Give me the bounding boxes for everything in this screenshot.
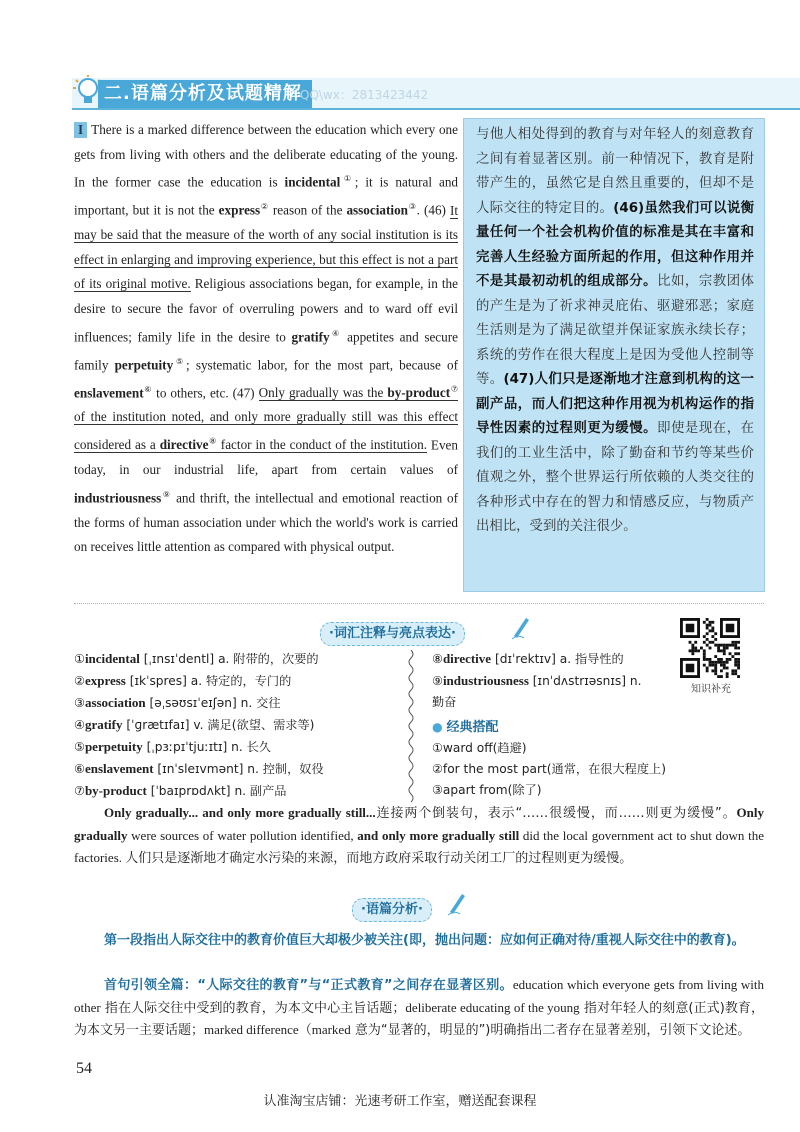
analysis-heading: ·语篇分析·: [352, 898, 432, 922]
footer-note: 认准淘宝店铺：光速考研工作室，赠送配套课程: [263, 1094, 537, 1109]
vocab-term: industriousness: [74, 490, 162, 506]
vocab-entry: ⑧directive [dɪˈrektɪv] a. 指导性的: [432, 651, 624, 666]
collocation-heading: 经典搭配: [446, 720, 499, 735]
watermark: QQ\wx：2813423442: [300, 88, 429, 102]
translation-key-46: (46)虽然我们可以说衡量任何一个社会机构价值的标准是其在丰富和完善人生经验方面所起的作用，但这种作用并不是其最初动机的组成部分。: [476, 200, 755, 289]
vocab-entry: ④gratify [ˈɡrætɪfaɪ] v. 满足(欲望、需求等): [74, 717, 315, 732]
vocab-entry: ③association [əˌsəʊsɪˈeɪʃən] n. 交往: [74, 695, 281, 710]
analysis-summary: 第一段指出人际交往中的教育价值巨大却极少被关注(即，抛出问题：应如何正确对待/重视人际交往中的教育)。: [104, 933, 745, 948]
vocab-term: enslavement: [74, 384, 144, 400]
vocab-entry: ⑥enslavement [ɪnˈsleɪvmənt] n. 控制，奴役: [74, 761, 324, 776]
translation-text: 与他人相处得到的教育与对年轻人的刻意教育之间有着显著区别。前一种情况下，教育是附带产生的，虽然它是自然且重要的，但却不是人际交往的特定目的。: [476, 127, 754, 216]
pen-icon: [446, 890, 468, 916]
underlined-sentence-47: Only gradually was the by-product⑦ of the institution noted, and only more gradually still was this effect considered as a directive⑧ factor in the conduct of the institution.: [74, 384, 459, 453]
bullet-dot-icon: ●: [432, 720, 443, 734]
qr-code[interactable]: [680, 618, 740, 678]
translation-box: 与他人相处得到的教育与对年轻人的刻意教育之间有着显著区别。前一种情况下，教育是附带产生的，虽然它是自然且重要的，但却不是人际交往的特定目的。(46)虽然我们可以说衡量任何一个社会机构价值的标准是其在丰富和完善人生经验方面所起的作用，但这种作用并不是其最初动机的组成部分。比如，宗教团体的产生是为了祈求神灵庇佑、驱避邪恶；家庭生活则是为了满足欲望并保证家族永续长存；系统的劳作在很大程度上是因为受他人控制等等。(47)人们只是逐渐地才注意到机构的这一副产品，而人们把这种作用视为机构运作的指导性因素的过程则更为缓慢。即使是现在，在我们的工业生活中，除了勤奋和节约等某些价值观之外，整个世界运行所依赖的人类交往的各种形式中存在的智力和情感反应，与物质产出相比，受到的关注很少。: [463, 118, 765, 592]
page-number: 54: [76, 1060, 92, 1077]
divider: [74, 603, 764, 604]
pen-icon: [510, 614, 532, 640]
highlight-paragraph: Only gradually... and only more gradually still...连接两个倒装句，表示“……很缓慢，而……则更为缓慢”。Only gradually were sources of water pollution identified, and only more gradually still did the local government act to shut down the factories. 人们只是逐渐地才确定水污染的来源，而地方政府采取行动关闭工厂的过程则更为缓慢。: [74, 805, 764, 866]
vocab-term: perpetuity: [114, 356, 174, 372]
vocab-term: incidental: [284, 174, 341, 190]
vocab-list-left: [74, 648, 324, 802]
vocab-entry: ①incidental [ˌɪnsɪˈdentl] a. 附带的，次要的: [74, 651, 319, 666]
translation-key-47: (47)人们只是逐渐地才注意到机构的这一副产品，而人们把这种作用视为机构运作的指导性因素的过程则更为缓慢。: [476, 372, 755, 436]
vocab-entry: ⑤perpetuity [ˌpɜːpɪˈtjuːɪtɪ] n. 长久: [74, 739, 271, 754]
analysis-detail: 首句引领全篇：“人际交往的教育”与“正式教育”之间存在显著区别。education which everyone gets from living with other 指在人际交往中受到的教育，为本文中心主旨话题；deliberate educating of the young 指对年轻人的刻意(正式)教育，为本文另一主要话题；marked difference（marked 意为“显著的，明显的”)明确指出二者存在显著差别，引领下文论述。: [74, 977, 764, 1038]
collocation-item: ③apart from(除了): [432, 783, 542, 797]
vocab-term: association: [346, 202, 408, 218]
wavy-divider: [406, 650, 416, 806]
vocab-term: express: [218, 202, 261, 218]
qr-label: 知识补充: [691, 684, 731, 695]
english-passage: I There is a marked difference between the education which every one gets from living with others and the deliberate educating of the young. In the former case the education is incidental①; it is natural and important, but it is not the express② reason of the association③. (46) It may be said that the measure of the worth of any social institution is its effect in enlarging and improving experience, but this effect is not a part of its original motive. Religious associations began, for example, in the desire to secure the favor of overruling powers and to ward off evil influences; family life in the desire to gratify④ appetites and secure family perpetuity⑤; systematic labor, for the most part, because of enslavement⑥ to others, etc. (47) Only gradually was the by-product⑦ of the institution noted, and only more gradually still was this effect considered as a directive⑧ factor in the conduct of the institution. Even today, in our industrial life, apart from certain values of industriousness⑨ and thrift, the intellectual and emotional reaction of the forms of human association under which the world's work is carried on receives little attention as compared with physical output.: [74, 122, 459, 555]
vocab-term: gratify: [291, 328, 330, 344]
collocation-item: ①ward off(趋避): [432, 741, 527, 755]
vocab-entry: ⑨industriousness [ɪnˈdʌstrɪəsnɪs] n.: [432, 673, 642, 688]
paragraph-badge: I: [74, 122, 87, 138]
vocab-list-right: ⑧directive [dɪˈrektɪv] a. 指导性的 ⑨industriousness [ɪnˈdʌstrɪəsnɪs] n. 勤奋 ● 经典搭配 ①ward off(趋避) ②for the most part(通常，在很大程度上) ③apart from(除了): [432, 648, 666, 801]
section-title: 二.语篇分析及试题精解: [98, 80, 312, 108]
vocab-entry: ⑦by-product [ˈbaɪprɒdʌkt] n. 副产品: [74, 783, 287, 798]
collocation-item: ②for the most part(通常，在很大程度上): [432, 762, 666, 776]
vocab-entry: ②express [ɪkˈspres] a. 特定的，专门的: [74, 673, 292, 688]
vocab-heading: ·词汇注释与亮点表达·: [320, 622, 465, 646]
underlined-sentence-46: It may be said that the measure of the worth of any social institution is its effect in enlarging and improving experience, but this effect is not a part of its original motive.: [74, 202, 459, 292]
